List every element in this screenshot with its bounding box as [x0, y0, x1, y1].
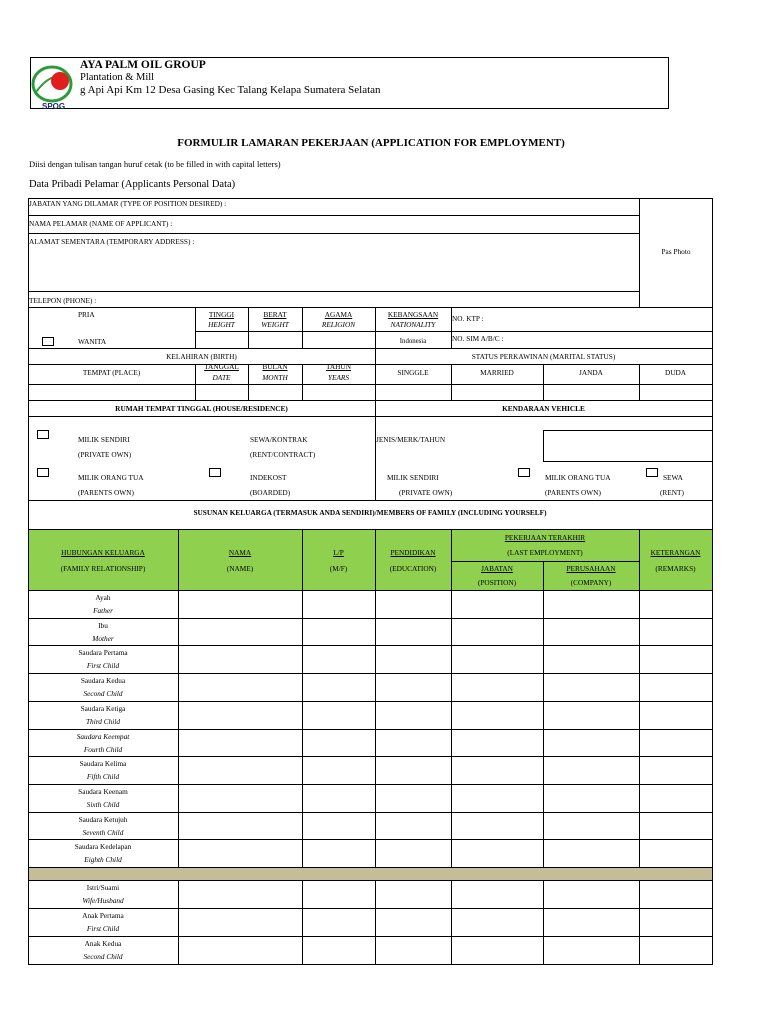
company-subtitle: Plantation & Mill	[80, 72, 155, 83]
form-instruction: Diisi dengan tulisan tangan huruf cetak (to be filled in with capital letters)	[29, 159, 281, 169]
family-relationship: Saudara Keenam	[78, 786, 128, 796]
marital-married: MARRIED	[480, 368, 514, 377]
vehicle-parents-label-en: (PARENTS OWN)	[545, 488, 601, 497]
vehicle-parents-label: MILIK ORANG TUA	[545, 473, 611, 482]
family-relationship-en: Sixth Child	[86, 799, 120, 809]
family-relationship: Saudara Kedelapan	[74, 842, 132, 852]
vehicle-type-label: JENIS/MERK/TAHUN	[376, 435, 446, 444]
col-remarks-en: (REMARKS)	[655, 564, 696, 573]
sim-label: NO. SIM A/B/C :	[452, 334, 504, 343]
family-relationship-en: Eighth Child	[84, 855, 122, 865]
address-field-label: ALAMAT SEMENTARA (TEMPORARY ADDRESS) :	[29, 237, 195, 246]
height-label: TINGGI	[208, 310, 235, 319]
birth-date-label: TANGGAL	[204, 362, 239, 371]
col-lp-en: (M/F)	[329, 564, 348, 573]
family-relationship: Anak Pertama	[82, 911, 124, 920]
phone-field-label: TELEPON (PHONE) :	[29, 296, 97, 305]
residence-parents-label: MILIK ORANG TUA	[78, 473, 144, 482]
family-separator-row	[28, 867, 712, 880]
company-logo	[30, 62, 78, 112]
gender-male-label: PRIA	[78, 310, 95, 319]
company-name: AYA PALM OIL GROUP	[80, 59, 206, 71]
birth-date-label-en: DATE	[212, 373, 231, 382]
vehicle-own-label-en: (PRIVATE OWN)	[399, 488, 453, 497]
residence-header: RUMAH TEMPAT TINGGAL (HOUSE/RESIDENCE)	[115, 404, 288, 413]
residence-rent-label-en: (RENT/CONTRACT)	[250, 450, 316, 459]
family-relationship-en: Second Child	[83, 689, 123, 699]
section-title: Data Pribadi Pelamar (Applicants Personal Data)	[29, 179, 236, 190]
family-relationship-en: Third Child	[86, 716, 120, 726]
family-relationship: Ibu	[98, 620, 108, 630]
family-relationship-en: Fifth Child	[86, 772, 120, 782]
family-relationship-en: Father	[93, 606, 113, 615]
height-label-en: HEIGHT	[208, 320, 235, 329]
family-relationship-en: Seventh Child	[82, 827, 124, 837]
col-position-en: (POSITION)	[477, 578, 517, 587]
col-name-en: (NAME)	[226, 564, 254, 573]
birth-month-label-en: MONTH	[262, 373, 288, 382]
birth-year-label-en: YEARS	[327, 373, 350, 382]
residence-rent-label: SEWA/KONTRAK	[250, 435, 308, 444]
logo-text: SPOG	[42, 102, 66, 111]
col-last-job-en: (LAST EMPLOYMENT)	[507, 548, 583, 557]
residence-boarded-checkbox[interactable]	[209, 468, 221, 477]
residence-own-label: MILIK SENDIRI	[78, 435, 130, 444]
gender-female-checkbox[interactable]	[42, 337, 54, 346]
marital-janda: JANDA	[579, 368, 603, 377]
company-address: g Api Api Km 12 Desa Gasing Kec Talang Kelapa Sumatera Selatan	[80, 84, 381, 96]
vehicle-own-label: MILIK SENDIRI	[387, 473, 439, 482]
col-company-en: (COMPANY)	[570, 578, 612, 587]
marital-single: SINGGLE	[397, 368, 429, 377]
family-relationship: Saudara Kelima	[79, 759, 127, 769]
form-title: FORMULIR LAMARAN PEKERJAAN (APPLICATION FOR EMPLOYMENT)	[177, 137, 565, 149]
nationality-label-en: NATIONALITY	[390, 320, 436, 329]
weight-label: BERAT	[263, 310, 287, 319]
family-relationship: Saudara Kedua	[80, 676, 126, 686]
col-name: NAMA	[228, 548, 252, 557]
col-education-en: (EDUCATION)	[389, 564, 437, 573]
family-relationship-en: First Child	[86, 661, 120, 671]
col-company: PERUSAHAAN	[566, 564, 616, 573]
family-relationship: Anak Kedua	[84, 939, 122, 948]
family-relationship-en: Fourth Child	[83, 744, 123, 754]
family-relationship: Istri/Suami	[86, 883, 120, 892]
birth-year-label: TAHUN	[326, 362, 351, 371]
birth-place-label: TEMPAT (PLACE)	[82, 368, 141, 377]
gender-female-label: WANITA	[78, 337, 107, 346]
family-relationship: Saudara Ketiga	[80, 703, 126, 713]
family-relationship-en: Mother	[92, 633, 114, 643]
col-remarks: KETERANGAN	[650, 548, 701, 557]
family-relationship: Ayah	[95, 593, 111, 602]
family-relationship-en: First Child	[86, 924, 120, 933]
vehicle-rent-checkbox[interactable]	[646, 468, 658, 477]
vehicle-rent-label-en: (RENT)	[660, 488, 684, 497]
vehicle-parents-checkbox[interactable]	[518, 468, 530, 477]
nationality-value: Indonesia	[399, 338, 427, 345]
col-position: JABATAN	[481, 564, 513, 573]
family-relationship: Saudara Pertama	[78, 648, 128, 658]
family-relationship: Saudara Ketujuh	[78, 814, 128, 824]
residence-boarded-label-en: (BOARDED)	[250, 488, 291, 497]
position-field-label: JABATAN YANG DILAMAR (TYPE OF POSITION DESIRED) :	[29, 199, 227, 208]
family-relationship: Saudara Keempat	[76, 731, 130, 741]
ktp-label: NO. KTP :	[452, 314, 484, 323]
nationality-label: KEBANGSAAN	[387, 310, 439, 319]
col-lp: L/P	[333, 548, 344, 557]
religion-label: AGAMA	[324, 310, 353, 319]
religion-label-en: RELIGION	[321, 320, 356, 329]
family-relationship-en: Wife/Husband	[82, 896, 124, 905]
name-field-label: NAMA PELAMAR (NAME OF APPLICANT) :	[29, 219, 173, 228]
marital-duda: DUDA	[664, 368, 687, 377]
residence-parents-checkbox[interactable]	[37, 468, 49, 477]
marital-header: STATUS PERKAWINAN (MARITAL STATUS)	[471, 352, 616, 361]
photo-placeholder: Pas Photo	[661, 247, 691, 256]
residence-boarded-label: INDEKOST	[250, 473, 287, 482]
col-education: PENDIDIKAN	[390, 548, 436, 557]
weight-label-en: WEIGHT	[261, 320, 289, 329]
residence-parents-label-en: (PARENTS OWN)	[78, 488, 134, 497]
residence-own-checkbox[interactable]	[37, 430, 49, 439]
family-relationship-en: Second Child	[83, 952, 123, 961]
family-header: SUSUNAN KELUARGA (TERMASUK ANDA SENDIRI)/MEMBERS OF FAMILY (INCLUDING YOURSELF)	[193, 508, 547, 517]
vehicle-rent-label: SEWA	[663, 473, 683, 482]
residence-own-label-en: (PRIVATE OWN)	[78, 450, 132, 459]
birth-header: KELAHIRAN (BIRTH)	[166, 352, 237, 361]
col-relationship-en: (FAMILY RELATIONSHIP)	[60, 564, 146, 573]
col-last-job: PEKERJAAN TERAKHIR	[504, 533, 586, 542]
col-relationship: HUBUNGAN KELUARGA	[61, 548, 145, 557]
birth-month-label: BULAN	[262, 362, 288, 371]
vehicle-header: KENDARAAN VEHICLE	[502, 404, 585, 413]
